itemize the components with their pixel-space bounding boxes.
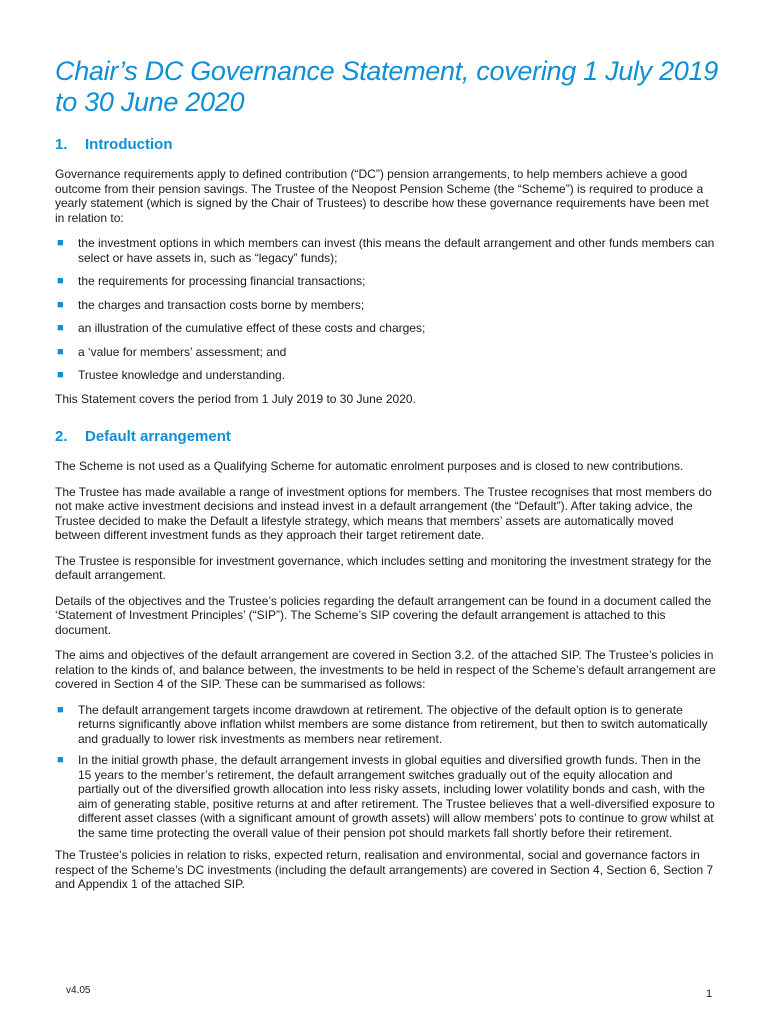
intro-bullet-list [55,236,717,383]
page-number: 1 [706,988,713,1000]
bullet-icon: ■ [57,703,64,716]
list-item: ■ Trustee knowledge and understanding. [57,368,286,382]
body-paragraph: The Trustee is responsible for investment governance, which includes setting and monitoring the investment strategy for the default arrangement. [55,553,712,582]
section-title: Default arrangement [85,428,231,445]
list-item: ■ In the initial growth phase, the default arrangement invests in global equities and diversified growth funds. Then in the 15 years to the member’s retirement, the default arrangement switches gradually out of the equity allocation and partially out of the diversified growth allocation into less risky assets, including lower volatility bonds and cash, with the aim of generating stable, positive returns at and after retirement. The Trustee believes that a well-diversified exposure to different asset classes (with a significant amount of growth assets) will allow members’ pots to continue to grow whilst at the same time protecting the overall value of their pension pot should markets fall shortly before their retirement. [57,753,715,840]
bullet-icon: ■ [57,322,64,334]
bullet-icon: ■ [57,237,64,249]
intro-paragraph: Governance requirements apply to defined contribution (“DC”) pension arrangements, to help members achieve a good outcome from their pension savings. The Trustee of the Neopost Pension Scheme (the “Scheme”) is required to produce a yearly statement (which is signed by the Chair of Trustees) to describe how these governance requirements have been met in relation to: [55,167,709,225]
list-item: ■ an illustration of the cumulative effect of these costs and charges; [57,321,426,335]
document-body [55,136,717,903]
bullet-icon: ■ [57,369,64,381]
section-number: 1. [55,136,68,153]
section-2-heading [55,428,717,445]
body-paragraph: The Trustee’s policies in relation to risks, expected return, realisation and environmental, social and governance factors in respect of the Scheme’s DC investments (including the default arrangements) are covered in Section 4, Section 6, Section 7 and Appendix 1 of the attached SIP. [55,848,714,891]
list-item: ■ a ‘value for members’ assessment; and [57,344,287,359]
bullet-icon: ■ [57,345,64,358]
list-item: ■ The default arrangement targets income drawdown at retirement. The objective of the default option is to generate returns significantly above inflation whilst members are some distance from retirement, but then to switch automatically and gradually to lower risk investments as members near retirement. [57,702,708,746]
version-label: v4.05 [66,985,91,996]
list-item: ■ the investment options in which members can invest (this means the default arrangement and other funds members can select or have assets in, such as “legacy” funds); [57,236,715,265]
section-1-heading [55,136,717,153]
list-item: ■ the requirements for processing financial transactions; [57,274,366,288]
body-paragraph: Details of the objectives and the Trustee’s policies regarding the default arrangement can be found in a document called the ‘Statement of Investment Principles’ (“SIP”). The Scheme’s SIP covering the default arrangement is attached to this document. [55,593,712,637]
body-paragraph: The Scheme is not used as a Qualifying Scheme for automatic enrolment purposes and is closed to new contributions. [55,459,684,473]
default-bullet-list [55,703,717,841]
section-number: 2. [55,428,68,445]
section-title: Introduction [85,136,173,153]
bullet-icon: ■ [57,275,64,287]
body-paragraph: The Trustee has made available a range of investment options for members. The Trustee recognises that most members do not make active investment decisions and instead invest in a default arrangement (the “Default”). After taking advice, the Trustee decided to make the Default a lifestyle strategy, which means that members’ assets are automatically moved between different investment funds as they approach their target retirement date. [55,484,712,542]
list-item: ■ the charges and transaction costs borne by members; [57,297,365,312]
document-title: Chair’s DC Governance Statement, covering 1 July 2019 to 30 June 2020 [55,56,718,117]
bullet-icon: ■ [57,754,64,766]
bullet-icon: ■ [57,298,64,311]
period-paragraph: This Statement covers the period from 1 July 2019 to 30 June 2020. [55,391,416,406]
body-paragraph: The aims and objectives of the default arrangement are covered in Section 3.2. of the attached SIP. The Trustee’s policies in relation to the kinds of, and balance between, the investments to be held in respect of the Scheme’s default arrangement are covered in Section 4 of the SIP. These can be summarised as follows: [55,648,716,691]
